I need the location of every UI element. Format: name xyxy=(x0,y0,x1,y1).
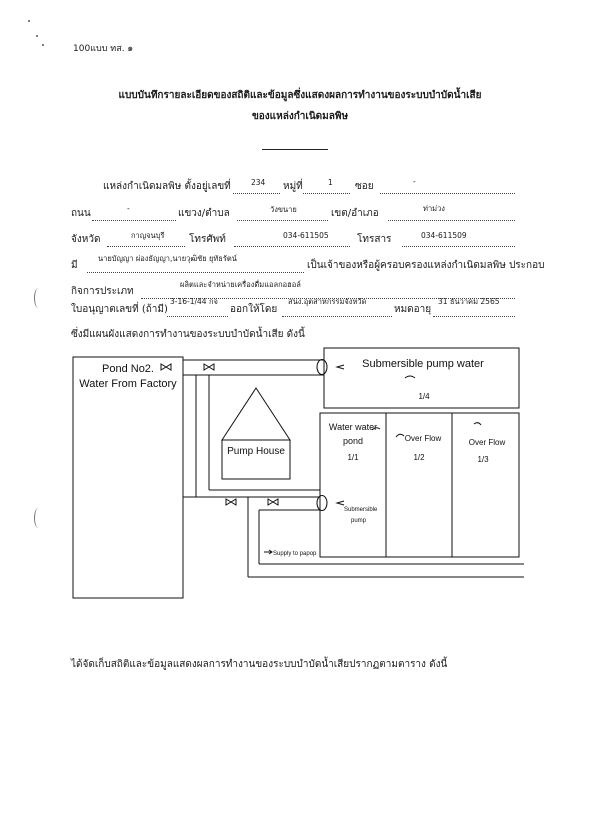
pond2-box xyxy=(73,357,183,598)
sub-pump-line2: pump xyxy=(351,518,367,524)
overflow-arc xyxy=(405,376,415,378)
house-no-value: 234 xyxy=(251,178,266,187)
arrow-icon xyxy=(264,550,272,554)
supply-label: Supply to papop xyxy=(273,551,317,557)
footer-text: ได้จัดเก็บสถิติและข้อมูลแสดงผลการทำงานของระบบบำบัดน้ำเสียปรากฏตามตาราง ดังนี้ xyxy=(71,659,448,670)
district-label: เขต/อำเภอ xyxy=(331,208,379,219)
valve-icon xyxy=(161,364,171,370)
license-label: ใบอนุญาตเลขที่ (ถ้ามี) xyxy=(71,304,168,315)
soi-label: ซอย xyxy=(355,181,374,192)
arrow-icon xyxy=(337,365,344,369)
valve-icon xyxy=(268,499,278,505)
expiry-value: 31 ธันวาคม 2565 xyxy=(438,297,500,306)
issued-by-label: ออกให้โดย xyxy=(230,304,278,315)
overflow-1-label: Over Flow xyxy=(404,434,442,443)
issued-by-value: สนง.อุตสาหกรรมจังหวัด xyxy=(288,297,367,306)
phone-value: 034-611505 xyxy=(283,231,329,240)
fax-label: โทรสาร xyxy=(357,234,392,245)
road-label: ถนน xyxy=(71,208,91,219)
water-pond-line2: pond xyxy=(342,436,364,446)
pipe-end xyxy=(317,360,327,375)
overflow-arc xyxy=(396,434,404,437)
sub-pump-line1: Submersible xyxy=(344,507,378,513)
overflow-2-label: Over Flow xyxy=(468,438,506,447)
quarter-2: 1/2 xyxy=(413,453,425,462)
province-label: จังหวัด xyxy=(71,234,101,245)
moo-value: 1 xyxy=(328,178,333,187)
title-line-1: แบบบันทึกรายละเอียดของสถิติและข้อมูลซึ่งแสดงผลการทำงานของระบบบำบัดน้ำเสีย xyxy=(118,90,482,101)
overflow-arc xyxy=(474,423,481,425)
source-label: แหล่งกำเนิดมลพิษ ตั้งอยู่เลขที่ xyxy=(103,181,231,192)
quarter-1: 1/1 xyxy=(347,453,359,462)
owner-prefix: มี xyxy=(71,260,78,271)
phone-label: โทรศัพท์ xyxy=(189,234,226,245)
subdistrict-label: แขวง/ตำบล xyxy=(178,208,230,219)
moo-label: หมู่ที่ xyxy=(283,181,303,192)
district-value: ท่าม่วง xyxy=(423,204,445,213)
quarter-3: 1/3 xyxy=(477,455,489,464)
pond2-line2: Water From Factory xyxy=(79,378,177,390)
pond2-line1: Pond No2. xyxy=(102,363,154,375)
owner-value: นายบัญญา ผ่องธัญญา,นายวุฒิชัย ยุทัธรัตน์ xyxy=(98,254,237,263)
title-line-2: ของแหล่งกำเนิดมลพิษ xyxy=(251,111,349,122)
valve-icon xyxy=(226,499,236,505)
pump-house-roof xyxy=(222,388,290,440)
fax-value: 034-611509 xyxy=(421,231,467,240)
sub-pump-water-label: Submersible pump water xyxy=(362,358,484,370)
arrow-icon xyxy=(337,501,344,505)
pump-house-label: Pump House xyxy=(227,446,285,457)
soi-value: - xyxy=(413,177,416,186)
expiry-label: หมดอายุ xyxy=(394,304,432,315)
province-value: กาญจนบุรี xyxy=(131,231,165,240)
subdistrict-value: วังขนาย xyxy=(270,205,297,214)
water-pond-line1: Water water xyxy=(328,422,378,432)
form-code: 100แบบ ทส. ๑ xyxy=(73,44,134,54)
diagram-intro: ซึ่งมีแผนผังแสดงการทำงานของระบบบำบัดน้ำเสีย ดังนี้ xyxy=(71,329,305,340)
business-value: ผลิตและจำหน่ายเครื่องดื่มแอลกอฮอล์ xyxy=(180,280,301,289)
valve-icon xyxy=(204,364,214,370)
road-value: - xyxy=(127,204,130,213)
quarter-4: 1/4 xyxy=(418,392,430,401)
license-value: 3-16-1/44 กจ xyxy=(170,297,218,306)
business-label: กิจการประเภท xyxy=(71,286,134,297)
owner-suffix: เป็นเจ้าของหรือผู้ครอบครองแหล่งกำเนิดมลพิษ ประกอบ xyxy=(307,260,545,271)
pipe-end xyxy=(317,496,327,511)
